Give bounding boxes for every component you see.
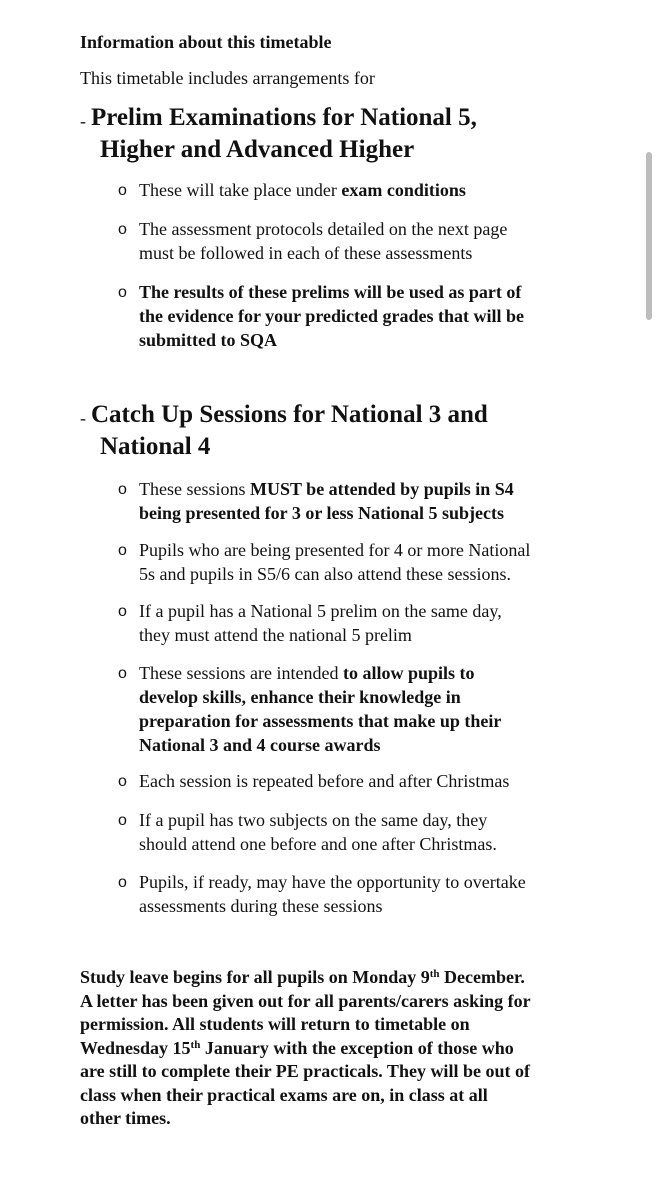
bullet-icon: o [118, 665, 127, 682]
list-item [118, 769, 588, 793]
section-dash: - [80, 408, 86, 428]
bullet-text: assessments during these sessions [139, 896, 383, 916]
section-dash: - [80, 111, 86, 131]
section-title-catch-up [91, 399, 488, 463]
ordinal-suffix: th [190, 1038, 201, 1051]
bullet-text: These sessions are intended [139, 663, 343, 683]
bullet-text-bold: submitted to SQA [139, 330, 278, 350]
study-leave-notice [80, 966, 580, 1131]
list-item [118, 280, 588, 352]
intro-text: This timetable includes arrangements for [80, 68, 375, 88]
study-leave-text: January with the exception of those who [200, 1037, 514, 1058]
bullet-text: These sessions [139, 479, 250, 499]
bullet-text: The assessment protocols detailed on the next page [139, 219, 508, 239]
bullet-text-bold: MUST be attended by pupils in S4 [250, 479, 514, 499]
bullet-text: must be followed in each of these assessments [139, 243, 473, 263]
bullet-text: 5s and pupils in S5/6 can also attend these sessions. [139, 564, 511, 584]
study-leave-text: December. [439, 967, 525, 987]
bullet-icon: o [118, 284, 127, 301]
list-item [118, 178, 588, 202]
bullet-icon: o [118, 182, 127, 199]
bullet-text-bold: The results of these prelims will be used as part of [139, 282, 522, 302]
bullet-text-bold: National 3 and 4 course awards [139, 735, 381, 755]
bullet-text-bold: the evidence for your predicted grades that will be [139, 306, 524, 326]
bullet-icon: o [118, 603, 127, 620]
bullet-text-bold: exam conditions [341, 180, 466, 200]
section-title-line: Prelim Examinations for National 5, [91, 104, 477, 131]
bullet-text-bold: to allow pupils to [342, 663, 475, 683]
bullet-text: Each session is repeated before and after Christmas [139, 771, 510, 791]
study-leave-text: Study leave begins for all pupils on Monday 9 [80, 967, 430, 987]
bullet-icon: o [118, 481, 127, 498]
list-item [118, 661, 588, 757]
study-leave-text: Wednesday 15 [80, 1037, 191, 1058]
bullet-icon: o [118, 542, 127, 559]
bullet-text-bold: develop skills, enhance their knowledge in [139, 687, 461, 707]
section-title-prelims [91, 102, 477, 166]
section-title-line: National 4 [100, 433, 211, 460]
list-item [118, 599, 588, 647]
bullet-icon: o [118, 874, 127, 891]
bullet-icon: o [118, 812, 127, 829]
study-leave-text: permission. All students will return to timetable on [80, 1014, 470, 1034]
list-item [118, 217, 588, 265]
bullet-text-bold: being presented for 3 or less National 5 subjects [139, 503, 505, 523]
bullet-text-bold: preparation for assessments that make up their [139, 711, 502, 731]
page-heading: Information about this timetable [80, 32, 332, 52]
section-title-line: Catch Up Sessions for National 3 and [91, 401, 488, 428]
bullet-text: should attend one before and one after Christmas. [139, 834, 497, 854]
study-leave-text: other times. [80, 1108, 171, 1128]
study-leave-text: A letter has been given out for all parents/carers asking for [80, 990, 531, 1011]
bullet-text: If a pupil has two subjects on the same day, they [139, 810, 488, 830]
section-title-line: Higher and Advanced Higher [100, 136, 415, 163]
study-leave-text: class when their practical exams are on, in class at all [80, 1084, 488, 1105]
list-item [118, 538, 588, 586]
list-item [118, 477, 588, 525]
bullet-text: Pupils who are being presented for 4 or more National [139, 540, 531, 560]
scrollbar[interactable] [646, 152, 652, 320]
bullet-text: If a pupil has a National 5 prelim on the same day, [139, 601, 502, 621]
bullet-text: These will take place under [139, 180, 342, 200]
bullet-icon: o [118, 221, 127, 238]
bullet-text: Pupils, if ready, may have the opportunity to overtake [139, 872, 526, 892]
ordinal-suffix: th [429, 968, 440, 980]
study-leave-text: are still to complete their PE practicals. They will be out of [80, 1061, 530, 1081]
list-item [118, 870, 588, 918]
list-item [118, 808, 588, 856]
bullet-icon: o [118, 773, 127, 790]
bullet-text: they must attend the national 5 prelim [139, 625, 412, 645]
